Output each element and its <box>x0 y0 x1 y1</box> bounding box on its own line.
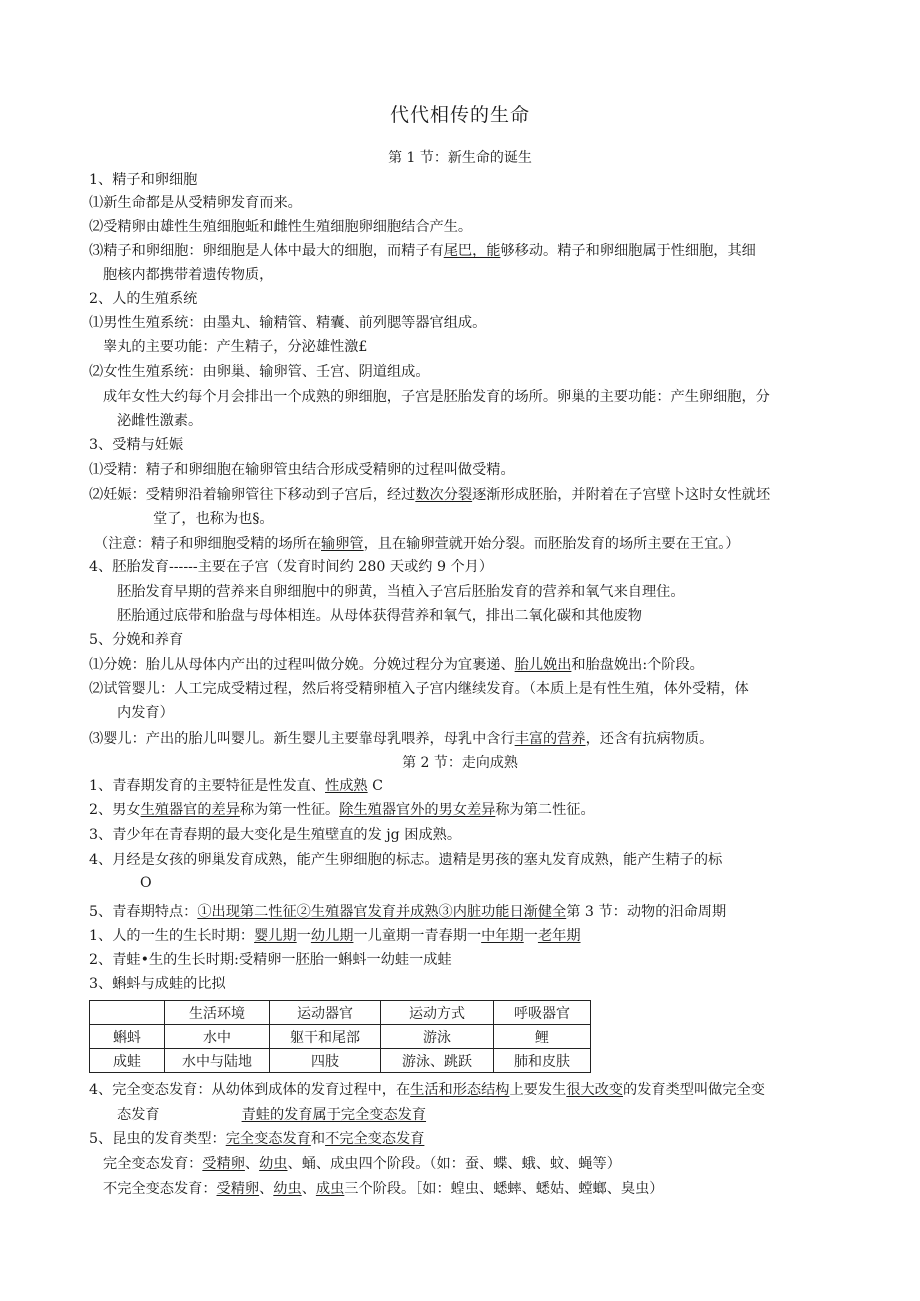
underlined-term: 不完全变态发育 <box>325 1131 425 1147</box>
heading-embryo: 4、胚胎发育------主要在子宫（发育时间约 280 天或约 9 个月） <box>89 559 494 575</box>
heading-reproductive-system: 2、人的生殖系统 <box>89 291 198 307</box>
underlined-term: 青蛙的发育属于完全变态发育 <box>241 1107 427 1123</box>
underlined-term: 尾巴，能 <box>443 243 501 259</box>
underlined-term: 生殖器官的差异 <box>140 802 240 818</box>
text-line: 4、月经是女孩的卵巢发育成熟，能产生卵细胞的标志。遗精是男孩的塞丸发育成熟，能产生精子的标 <box>89 852 723 868</box>
text-line: ⑴新生命都是从受精卵发育而来。 <box>89 195 302 211</box>
text-line: 泌雌性激素。 <box>117 413 203 429</box>
text-line: 完全变态发育：受精卵、幼虫、蛹、成虫四个阶段。（如：蚕、蝶、蛾、蚊、蝇等） <box>103 1156 621 1172</box>
table-header-cell: 运动器官 <box>270 1001 381 1025</box>
underlined-term: 幼虫 <box>259 1156 288 1172</box>
table-header-cell: 运动方式 <box>381 1001 494 1025</box>
text-line: ⑵受精卵由雄性生殖细胞蚯和雌性生殖细胞卵细胞结合产生。 <box>89 219 473 235</box>
text-line: ⑴受精：精子和卵细胞在输卵管虫结合形成受精卵的过程叫做受精。 <box>89 462 515 478</box>
underlined-term: 婴儿期 <box>254 928 297 944</box>
text-line: 1、人的一生的生长时期：婴儿期一幼儿期一儿童期一青春期一中年期一老年期 <box>89 928 581 944</box>
text-line: ⑶婴儿：产出的胎儿叫婴儿。新生婴儿主要靠母乳喂养，母乳中含行丰富的营养，还含有抗病物质。 <box>89 731 714 747</box>
text-line: 2、青蛙•生的生长时期:受精卵一胚胎一蝌蚪一幼蛙一成蛙 <box>89 952 452 968</box>
text-line: 胞核内都携带着遗传物质， <box>103 267 274 283</box>
text-line: 3、蝌蚪与成蛙的比拟 <box>89 976 226 992</box>
underlined-term: 生活和形态结构 <box>410 1082 510 1098</box>
text-line: 睾丸的主要功能：产生精子，分泌雄性激£ <box>103 339 368 355</box>
table-row <box>90 1025 591 1049</box>
text-line: 胚胎发育早期的营养来自卵细胞中的卵黄，当植入子宫后胚胎发育的营养和氧气来自理住。 <box>117 584 685 600</box>
table-cell: 四肢 <box>270 1049 381 1073</box>
text-line: 成年女性大约每个月会排出一个成熟的卵细胞，子宫是胚胎发育的场所。卵巢的主要功能：产生卵细胞，分 <box>103 389 770 405</box>
underlined-term: 幼虫 <box>273 1181 302 1197</box>
table-cell: 蝌蚪 <box>90 1025 165 1049</box>
text-line: 内发育） <box>117 705 174 721</box>
text-line: 2、男女生殖器官的差异称为第一性征。除生殖器官外的男女差异称为第二性征。 <box>89 802 595 818</box>
underlined-term: 胎儿娩出 <box>514 657 572 673</box>
table-cell: 鲤 <box>494 1025 591 1049</box>
heading-sperm-egg: 1、精子和卵细胞 <box>89 172 198 188</box>
text-line: 不完全变态发育：受精卵、幼虫、成虫三个阶段。［如：蝗虫、蟋蟀、蟋姑、螳螂、臭虫） <box>103 1181 664 1197</box>
table-cell: 游泳、跳跃 <box>381 1049 494 1073</box>
heading-fertilization: 3、受精与妊娠 <box>89 437 184 453</box>
underlined-term: 数次分裂 <box>415 487 473 503</box>
table-cell: 躯干和尾部 <box>270 1025 381 1049</box>
text-line: ⑶精子和卵细胞：卵细胞是人体中最大的细胞，而精子有尾巴，能够移动。精子和卵细胞属于性细胞，其细 <box>89 243 756 259</box>
section-heading-2: 第 2 节：走向成熟 <box>402 755 518 771</box>
text-line: 堂了，也称为也§。 <box>153 511 274 527</box>
underlined-term: 很大改变 <box>566 1082 624 1098</box>
underlined-term: 性成熟 <box>325 778 368 794</box>
text-line: O <box>140 875 152 891</box>
comparison-table <box>89 1000 591 1073</box>
text-line: ⑵试管婴儿：人工完成受精过程，然后将受精卵植入子宫内继续发育。（本质上是有性生殖，体外受精，体 <box>89 681 749 697</box>
heading-childbirth: 5、分娩和养育 <box>89 632 184 648</box>
underlined-term: 除生殖器官外的男女差异 <box>339 802 496 818</box>
underlined-term: 幼儿期 <box>310 928 354 944</box>
text-line: 5、昆虫的发育类型：完全变态发育和不完全变态发育 <box>89 1131 425 1147</box>
table-cell: 水中 <box>165 1025 270 1049</box>
section-heading-1: 第 1 节：新生命的诞生 <box>388 150 532 166</box>
underlined-term: 受精卵 <box>202 1156 245 1172</box>
text-line: 5、青春期特点：①出现第二性征②生殖器官发育并成熟③内脏功能日渐健全第 3 节：动物的汨命周期 <box>89 904 727 920</box>
table-cell: 水中与陆地 <box>165 1049 270 1073</box>
text-line: ⑴分娩：胎儿从母体内产出的过程叫做分娩。分娩过程分为宜裹递、胎儿娩出和胎盘娩出:个阶段。 <box>89 657 704 673</box>
table-cell: 游泳 <box>381 1025 494 1049</box>
text-line: （注意：精子和卵细胞受精的场所在输卵管，且在输卵萱就开始分裂。而胚胎发育的场所主要在王宜。） <box>94 536 740 552</box>
table-header-cell: 呼吸器官 <box>494 1001 591 1025</box>
underlined-term: ①出现第二性征②生殖器官发育并成熟③内脏功能日渐健全 <box>197 904 567 920</box>
text-line: ⑵女性生殖系统：由卵巢、输卵管、壬宫、阴道组成。 <box>89 364 430 380</box>
text-line: 1、青春期发育的主要特征是性发直、性成熟 C <box>89 778 383 794</box>
text-line: 态发育 青蛙的发育属于完全变态发育 <box>117 1107 427 1123</box>
underlined-term: 受精卵 <box>216 1181 260 1197</box>
table-cell: 成蛙 <box>90 1049 165 1073</box>
text-line: 4、完全变态发育：从幼体到成体的发育过程中，在生活和形态结构上要发生很大改变的发育类型叫做完全变 <box>89 1082 765 1098</box>
text-line: 3、青少年在青春期的最大变化是生殖壁直的发 jg 困成熟。 <box>89 827 462 843</box>
text-line: ⑴男性生殖系统：由墨丸、输精管、精囊、前列腮等器官组成。 <box>89 315 487 331</box>
page-title: 代代相传的生命 <box>389 104 530 126</box>
underlined-term: 输卵管 <box>321 536 364 552</box>
table-header-cell: 生活环境 <box>165 1001 270 1025</box>
underlined-term: 丰富的营养 <box>514 731 586 747</box>
text-line: ⑵妊娠：受精卵沿着输卵管往下移动到子宫后，经过数次分裂逐渐形成胚胎，并附着在子宫壁卜这时女性就坯 <box>89 487 771 503</box>
underlined-term: 中年期 <box>481 928 524 944</box>
table-row <box>90 1049 591 1073</box>
underlined-term: 成虫 <box>315 1181 345 1197</box>
table-header-row <box>90 1001 591 1025</box>
table-cell: 肺和皮肤 <box>494 1049 591 1073</box>
underlined-term: 完全变态发育 <box>225 1131 311 1147</box>
underlined-term: 老年期 <box>537 928 581 944</box>
table-cell <box>90 1001 165 1025</box>
text-line: 胚胎通过底带和胎盘与母体相连。从母体获得营养和氧气，排出二氧化碳和其他废物 <box>117 608 642 624</box>
